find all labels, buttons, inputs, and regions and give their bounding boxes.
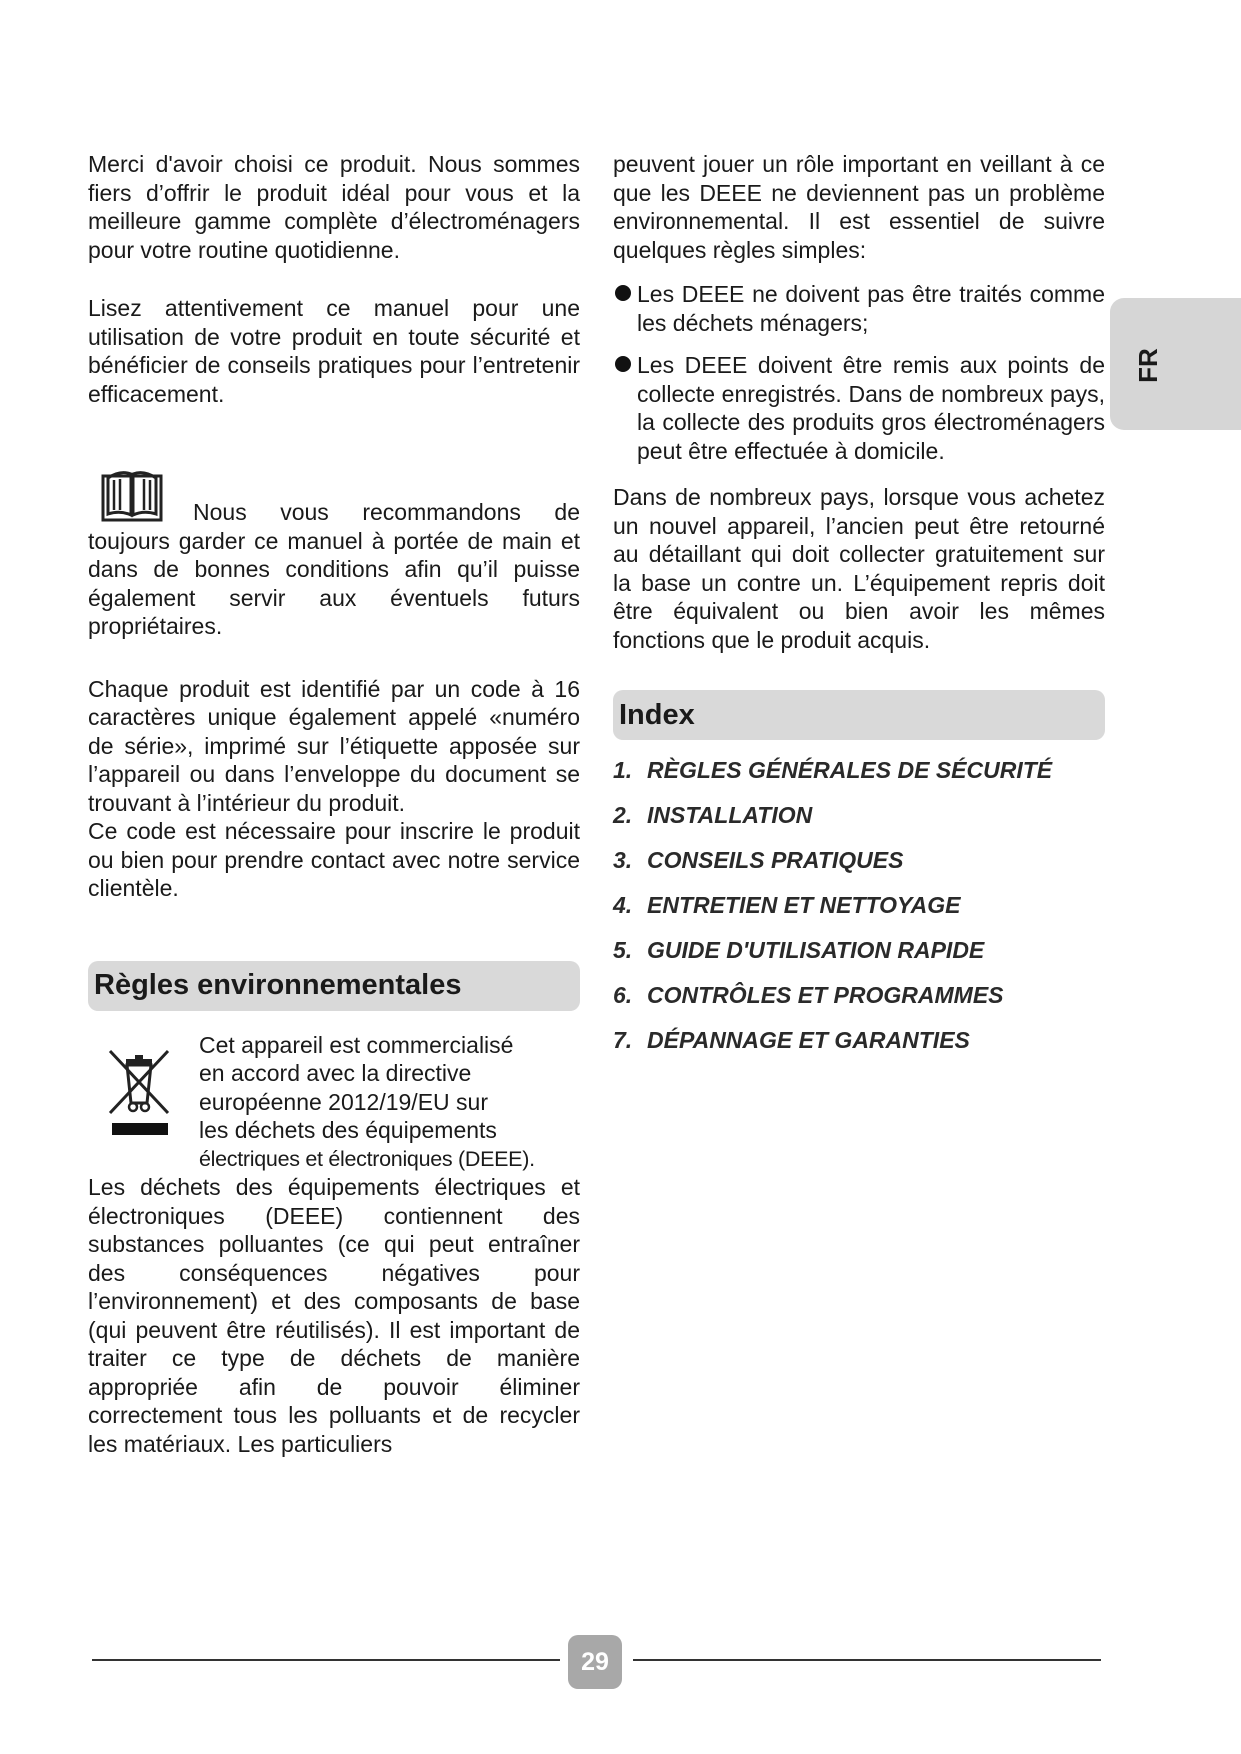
page-number-badge — [568, 1635, 622, 1689]
environment-section-title: Règles environnementales — [94, 969, 462, 1001]
weee-line: en accord avec la directive — [199, 1060, 472, 1086]
footer-divider-left — [92, 1659, 560, 1661]
weee-block — [88, 1031, 580, 1459]
bullet-text: Les DEEE doivent être remis aux points de collecte enregistrés. Dans de nombreux pays, la collecte des produits gros électroménagers peut être effectuée à domicile. — [637, 352, 1105, 464]
bullet-item — [613, 351, 1105, 465]
weee-line: les déchets des équipements — [199, 1117, 497, 1143]
bullet-text: Les DEEE ne doivent pas être traités comme les déchets ménagers; — [637, 281, 1105, 336]
bullet-dot-icon — [615, 285, 631, 301]
index-item: 1. RÈGLES GÉNÉRALES DE SÉCURITÉ — [613, 757, 1053, 783]
left-column — [88, 150, 580, 1458]
index-item: 5. GUIDE D'UTILISATION RAPIDE — [613, 937, 985, 963]
book-icon — [100, 468, 164, 524]
index-item: 4. ENTRETIEN ET NETTOYAGE — [613, 892, 961, 918]
manual-recommendation — [88, 468, 580, 641]
weee-line: Cet appareil est commercialisé — [199, 1031, 514, 1058]
index-item: 7. DÉPANNAGE ET GARANTIES — [613, 1027, 970, 1053]
read-manual-paragraph: Lisez attentivement ce manuel pour une utilisation de votre produit en toute sécurité et bénéficier de conseils pratiques pour l’entretenir efficacement. — [88, 295, 580, 407]
continuation-paragraph: peuvent jouer un rôle important en veillant à ce que les DEEE ne deviennent pas un problème environnemental. Il est essentiel de suivre quelques règles simples: — [613, 151, 1105, 263]
serial-code-paragraph: Chaque produit est identifié par un code à 16 caractères unique également appelé «numéro de série», imprimé sur l’étiquette apposée sur l’appareil ou dans l’enveloppe du document se trouvant à l’intérieur du produit. — [88, 675, 580, 816]
bullet-dot-icon — [615, 356, 631, 372]
right-column — [613, 150, 1105, 1063]
intro-paragraph: Merci d'avoir choisi ce produit. Nous sommes fiers d’offrir le produit idéal pour vous et la meilleure gamme complète d’électroménagers pour votre routine quotidienne. — [88, 151, 580, 263]
weee-line: européenne 2012/19/EU sur — [199, 1088, 488, 1115]
index-item: 2. INSTALLATION — [613, 802, 813, 828]
index-list — [613, 748, 1105, 1063]
return-policy-paragraph: Dans de nombreux pays, lorsque vous achetez un nouvel appareil, l’ancien peut être retourné au détaillant qui doit collecter gratuitement sur la base un contre un. L’équipement repris doit être équivalent ou bien avoir les mêmes fonctions que le produit acquis. — [613, 484, 1105, 653]
weee-body-paragraph: Les déchets des équipements électriques et électroniques (DEEE) contiennent des substances polluantes (ce qui peut entraîner des conséquences négatives pour l’environnement) et des composants de base (qui peuvent être réutilisés). Il est important de traiter ce type de déchets de manière appropriée afin de pouvoir éliminer correctement tous les polluants et de recycler les matériaux. Les particuliers — [88, 1174, 580, 1457]
keep-manual-paragraph: Nous vous recommandons de toujours garder ce manuel à portée de main et dans de bonnes conditions afin qu’il puisse également servir aux éventuels futurs propriétaires. — [88, 499, 580, 639]
index-item: 6. CONTRÔLES ET PROGRAMMES — [613, 982, 1004, 1008]
language-tab-label: FR — [1132, 347, 1163, 383]
index-item: 3. CONSEILS PRATIQUES — [613, 847, 904, 873]
footer-divider-right — [633, 1659, 1101, 1661]
index-section-header — [613, 690, 1105, 740]
bullet-item — [613, 280, 1105, 337]
weee-line: électriques et électroniques (DEEE). — [199, 1146, 535, 1171]
crossed-bin-icon — [106, 1047, 176, 1139]
environment-section-header — [88, 961, 580, 1011]
serial-usage-paragraph: Ce code est nécessaire pour inscrire le produit ou bien pour prendre contact avec notre service clientèle. — [88, 818, 580, 901]
index-section-title: Index — [619, 698, 695, 731]
page-number: 29 — [581, 1647, 609, 1676]
